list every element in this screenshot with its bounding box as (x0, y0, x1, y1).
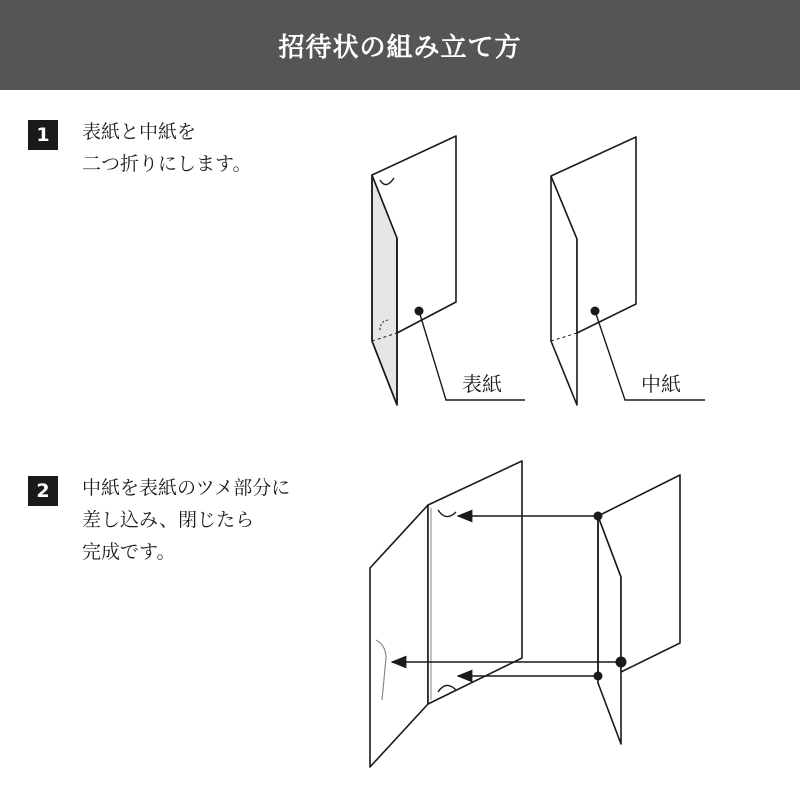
cover-callout (415, 307, 526, 401)
step-2-instruction: 中紙を表紙のツメ部分に 差し込み、閉じたら 完成です。 (82, 477, 291, 563)
step-1-number-badge: 1 (28, 120, 58, 150)
open-cover (370, 461, 522, 767)
inner-folded-card (551, 137, 636, 405)
dot-bottom (594, 672, 603, 681)
page-title: 招待状の組み立て方 (278, 32, 522, 63)
open-cover-right-panel (428, 461, 522, 704)
step-1-instruction: 表紙と中紙を 二つ折りにします。 (82, 121, 252, 175)
dot-middle (616, 657, 627, 668)
inner-label: 中紙 (641, 372, 681, 396)
step2-inner-sheet (598, 475, 680, 744)
step-2-number-badge: 2 (28, 476, 58, 506)
inner-callout (591, 307, 706, 401)
cover-folded-card (372, 136, 456, 405)
dot-top (594, 512, 603, 521)
open-cover-left-panel (370, 505, 428, 767)
cover-label: 表紙 (462, 372, 502, 396)
